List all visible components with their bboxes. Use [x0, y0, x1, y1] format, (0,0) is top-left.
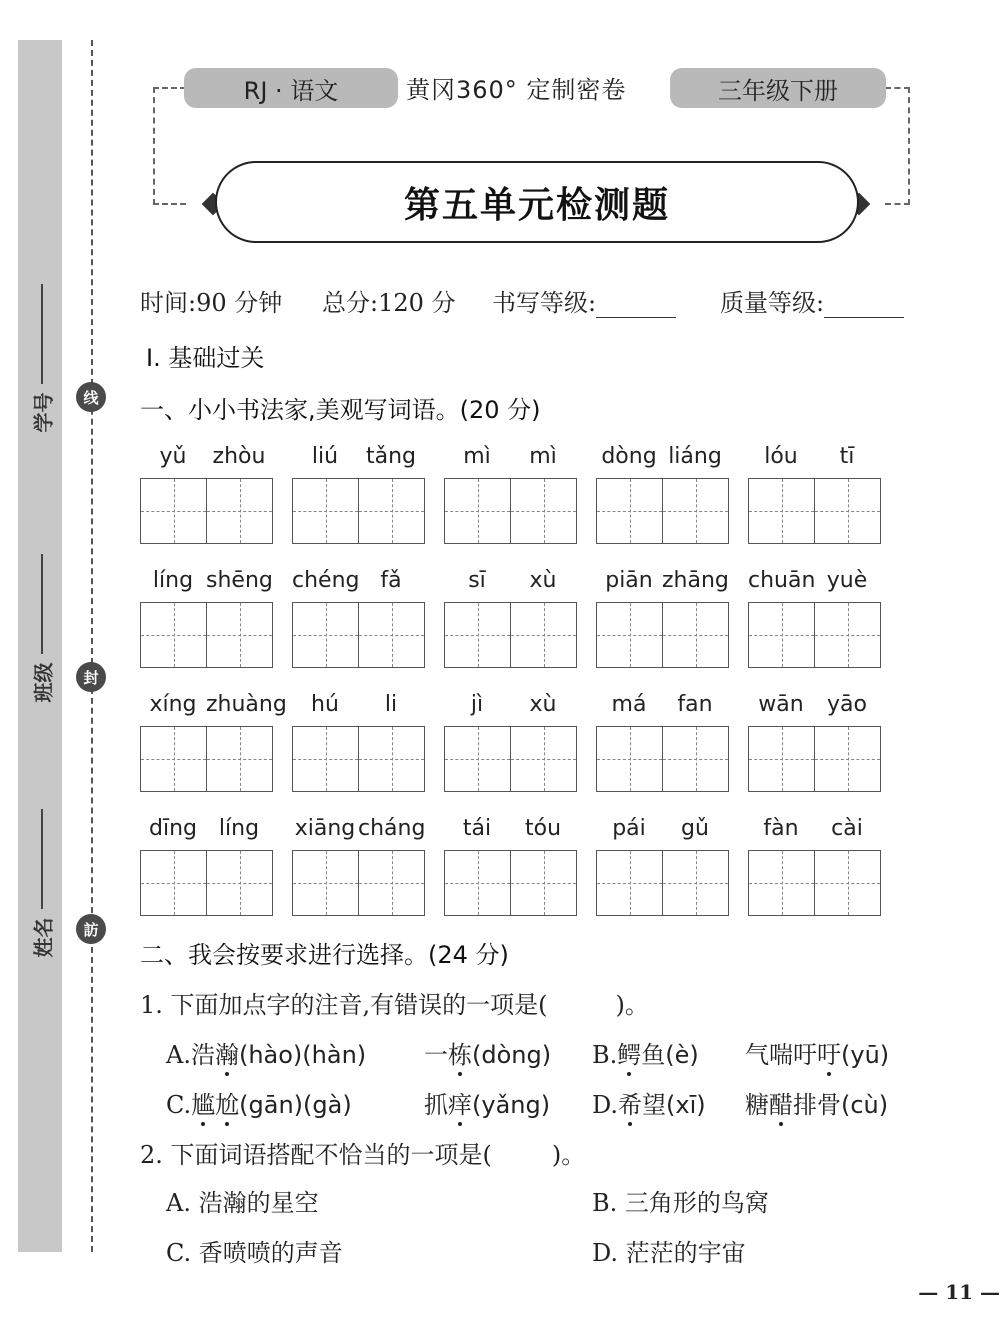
writing-cell[interactable] — [814, 727, 880, 791]
writing-cell[interactable] — [662, 479, 728, 543]
pinyin-label: fǎ — [380, 568, 402, 593]
writing-cell[interactable] — [358, 479, 424, 543]
student-id-field[interactable] — [22, 270, 62, 433]
writing-cell[interactable] — [445, 727, 510, 791]
writing-boxes — [748, 478, 881, 544]
writing-cell[interactable] — [293, 479, 358, 543]
writing-cell[interactable] — [597, 603, 662, 667]
writing-cell[interactable] — [293, 603, 358, 667]
writing-cell[interactable] — [141, 603, 206, 667]
q1-option-a2 — [424, 1035, 551, 1070]
section1-title: 一、小小书法家,美观写词语。(20 分) — [140, 396, 541, 424]
pinyin-label: dòng — [601, 444, 657, 469]
writing-cell[interactable] — [749, 851, 814, 915]
writing-cell[interactable] — [141, 727, 206, 791]
writing-cell[interactable] — [206, 851, 272, 915]
writing-cell[interactable] — [358, 851, 424, 915]
info-writing-label: 书写等级: — [492, 289, 597, 317]
writing-boxes — [444, 602, 577, 668]
writing-boxes — [748, 602, 881, 668]
q2-stem-text: 2. 下面词语搭配不恰当的一项是( — [140, 1141, 492, 1169]
writing-blank[interactable] — [596, 290, 676, 318]
q1-b-dotted-char: 鳄 — [617, 1035, 641, 1070]
writing-cell[interactable] — [510, 479, 576, 543]
writing-cell[interactable] — [358, 603, 424, 667]
q1-d-char: 望 — [642, 1091, 667, 1119]
info-time: 时间:90 分钟 — [140, 289, 283, 317]
pinyin-label: yāo — [827, 692, 867, 717]
q2-stem-end: )。 — [551, 1141, 586, 1169]
pinyin-label: mì — [529, 444, 557, 469]
writing-boxes — [596, 726, 729, 792]
pinyin-label: tóu — [524, 816, 562, 841]
q1-option-b[interactable] — [592, 1035, 699, 1070]
class-label: 班级 — [31, 662, 56, 703]
pinyin-label: chéng — [292, 568, 360, 593]
pinyin-label: jì — [470, 692, 484, 717]
writing-boxes — [292, 850, 425, 916]
q1-b-pinyin1: (è) — [665, 1041, 699, 1069]
pinyin-label: fan — [677, 692, 713, 717]
pinyin-label: chuān — [748, 568, 816, 593]
q1-option-c[interactable] — [166, 1085, 352, 1120]
q1-c-pinyin1: (gān) — [239, 1091, 304, 1119]
pinyin-label: má — [611, 692, 647, 717]
q1-a-char: 浩 — [190, 1041, 215, 1069]
writing-cell[interactable] — [662, 603, 728, 667]
pinyin-label: gǔ — [681, 816, 709, 841]
writing-cell[interactable] — [510, 851, 576, 915]
binding-dashed-line — [91, 40, 93, 1252]
quality-blank[interactable] — [824, 290, 904, 318]
writing-cell[interactable] — [293, 851, 358, 915]
writing-cell[interactable] — [814, 603, 880, 667]
section2-title: 二、我会按要求进行选择。(24 分) — [140, 941, 509, 969]
pinyin-label: cháng — [358, 816, 426, 841]
q1-c-pinyin2: (gà) — [303, 1091, 352, 1119]
q1-c2-pinyin: (yǎng) — [472, 1091, 551, 1119]
writing-cell[interactable] — [814, 851, 880, 915]
q1-a2-dotted-char: 栋 — [448, 1035, 472, 1070]
q1-d2-pinyin: (cù) — [841, 1091, 889, 1119]
title-box — [215, 161, 859, 243]
writing-boxes — [444, 478, 577, 544]
writing-cell[interactable] — [749, 727, 814, 791]
writing-boxes — [444, 726, 577, 792]
pinyin-label: cài — [831, 816, 863, 841]
q1-option-d[interactable] — [592, 1085, 706, 1120]
writing-cell[interactable] — [445, 851, 510, 915]
info-quality — [720, 283, 904, 318]
page-title: 第五单元检测题 — [403, 183, 670, 226]
q1-a-pinyin1: (hào) — [238, 1041, 303, 1069]
frame-right — [885, 87, 910, 205]
pinyin-label: xíng — [149, 692, 197, 717]
writing-cell[interactable] — [749, 603, 814, 667]
pinyin-label: yuè — [826, 568, 868, 593]
q1-c2-dotted-char: 痒 — [448, 1085, 472, 1120]
pinyin-label: liáng — [668, 444, 722, 469]
q1-stem — [140, 985, 649, 1020]
writing-cell[interactable] — [662, 727, 728, 791]
q2-option-a[interactable]: A. 浩瀚的星空 — [166, 1189, 319, 1217]
q1-a-pinyin2: (hàn) — [302, 1041, 367, 1069]
q1-b-label: B. — [592, 1041, 618, 1069]
writing-boxes — [748, 850, 881, 916]
pinyin-label: shēng — [206, 568, 273, 593]
q1-b2-dotted-char: 吁 — [817, 1035, 841, 1070]
q1-c-dotted-char1: 尴 — [191, 1085, 215, 1120]
q1-d-dotted-char: 希 — [618, 1085, 642, 1120]
pinyin-label: zhòu — [212, 444, 266, 469]
writing-cell[interactable] — [510, 727, 576, 791]
q1-a-label: A. — [166, 1041, 191, 1069]
class-field[interactable] — [22, 540, 62, 703]
writing-cell[interactable] — [749, 479, 814, 543]
pinyin-label: dīng — [149, 816, 197, 841]
writing-boxes — [140, 726, 273, 792]
q1-option-b2 — [745, 1035, 889, 1070]
writing-cell[interactable] — [445, 479, 510, 543]
pinyin-label: tī — [839, 444, 855, 469]
pinyin-label: piān — [605, 568, 653, 593]
seal-mark-seal: 封 — [76, 662, 106, 692]
pinyin-label: yǔ — [159, 444, 187, 469]
pinyin-label: wān — [758, 692, 804, 717]
writing-cell[interactable] — [206, 603, 272, 667]
q1-c-dotted-char2: 尬 — [215, 1085, 239, 1120]
writing-boxes — [596, 602, 729, 668]
pinyin-label: xù — [529, 568, 557, 593]
q1-stem-text: 1. 下面加点字的注音,有错误的一项是( — [140, 991, 548, 1019]
q2-stem — [140, 1135, 585, 1170]
q1-a-dotted-char: 瀚 — [215, 1035, 239, 1070]
q1-d2-char1: 糖 — [745, 1091, 769, 1119]
writing-boxes — [140, 850, 273, 916]
writing-cell[interactable] — [358, 727, 424, 791]
writing-boxes — [596, 478, 729, 544]
writing-boxes — [292, 602, 425, 668]
part-title: Ⅰ. 基础过关 — [146, 344, 265, 372]
q1-d2-chars: 排骨 — [793, 1091, 841, 1119]
writing-cell[interactable] — [206, 727, 272, 791]
q1-b-char: 鱼 — [641, 1041, 666, 1069]
writing-boxes — [140, 478, 273, 544]
writing-cell[interactable] — [510, 603, 576, 667]
seal-mark-seal-2: 訪 — [76, 914, 106, 944]
pinyin-label: tǎng — [365, 444, 416, 469]
pinyin-label: fàn — [763, 816, 799, 841]
pinyin-label: líng — [218, 816, 260, 841]
q1-a2-char: 一 — [424, 1041, 448, 1069]
frame-left — [153, 87, 186, 205]
q1-b2-chars: 气喘吁 — [745, 1041, 817, 1069]
name-label: 姓名 — [31, 917, 56, 958]
student-id-label: 学号 — [31, 392, 56, 433]
class-line — [41, 554, 43, 654]
writing-cell[interactable] — [662, 851, 728, 915]
writing-boxes — [596, 850, 729, 916]
q1-d-label: D. — [592, 1091, 619, 1119]
writing-cell[interactable] — [597, 851, 662, 915]
q1-c2-char: 抓 — [424, 1091, 448, 1119]
writing-cell[interactable] — [206, 479, 272, 543]
pinyin-label: pái — [612, 816, 646, 841]
writing-boxes — [444, 850, 577, 916]
q2-option-b[interactable]: B. 三角形的鸟窝 — [592, 1189, 769, 1217]
name-line — [41, 809, 43, 909]
q1-d-pinyin1: (xī) — [666, 1091, 706, 1119]
student-id-line — [41, 284, 43, 384]
q1-d2-dotted-char: 醋 — [769, 1085, 793, 1120]
writing-cell[interactable] — [814, 479, 880, 543]
pinyin-label: zhāng — [662, 568, 729, 593]
pinyin-label: xù — [529, 692, 557, 717]
pinyin-label: liú — [311, 444, 339, 469]
info-quality-label: 质量等级: — [720, 289, 825, 317]
series-name: 黄冈360° 定制密卷 — [406, 76, 627, 104]
pinyin-label: xiāng — [294, 816, 356, 841]
writing-boxes — [748, 726, 881, 792]
writing-cell[interactable] — [293, 727, 358, 791]
q1-option-a[interactable] — [166, 1035, 366, 1070]
q1-option-d2 — [745, 1085, 888, 1120]
page-number: — 11 — — [918, 1280, 1000, 1304]
writing-cell[interactable] — [445, 603, 510, 667]
writing-cell[interactable] — [597, 727, 662, 791]
info-score: 总分:120 分 — [322, 289, 456, 317]
writing-cell[interactable] — [141, 851, 206, 915]
q1-stem-end: )。 — [615, 991, 649, 1019]
info-writing — [492, 283, 676, 318]
writing-boxes — [140, 602, 273, 668]
q2-option-d[interactable]: D. 茫茫的宇宙 — [592, 1239, 746, 1267]
grade-tag: 三年级下册 — [670, 68, 886, 108]
q1-option-c2 — [424, 1085, 550, 1120]
q2-option-c[interactable]: C. 香喷喷的声音 — [166, 1239, 343, 1267]
pinyin-label: lóu — [764, 444, 798, 469]
pinyin-label: tái — [462, 816, 492, 841]
subject-tag: RJ · 语文 — [184, 68, 398, 108]
pinyin-label: hú — [311, 692, 339, 717]
name-field[interactable] — [22, 795, 62, 958]
pinyin-label: sī — [468, 568, 486, 593]
writing-cell[interactable] — [141, 479, 206, 543]
writing-boxes — [292, 478, 425, 544]
pinyin-label: líng — [152, 568, 194, 593]
q1-b2-pinyin: (yū) — [841, 1041, 890, 1069]
writing-boxes — [292, 726, 425, 792]
pinyin-label: mì — [463, 444, 491, 469]
pinyin-label: zhuàng — [206, 692, 287, 717]
q1-a2-pinyin: (dòng) — [472, 1041, 552, 1069]
q1-c-label: C. — [166, 1091, 192, 1119]
writing-cell[interactable] — [597, 479, 662, 543]
seal-mark-line: 线 — [76, 382, 106, 412]
pinyin-label: li — [384, 692, 398, 717]
